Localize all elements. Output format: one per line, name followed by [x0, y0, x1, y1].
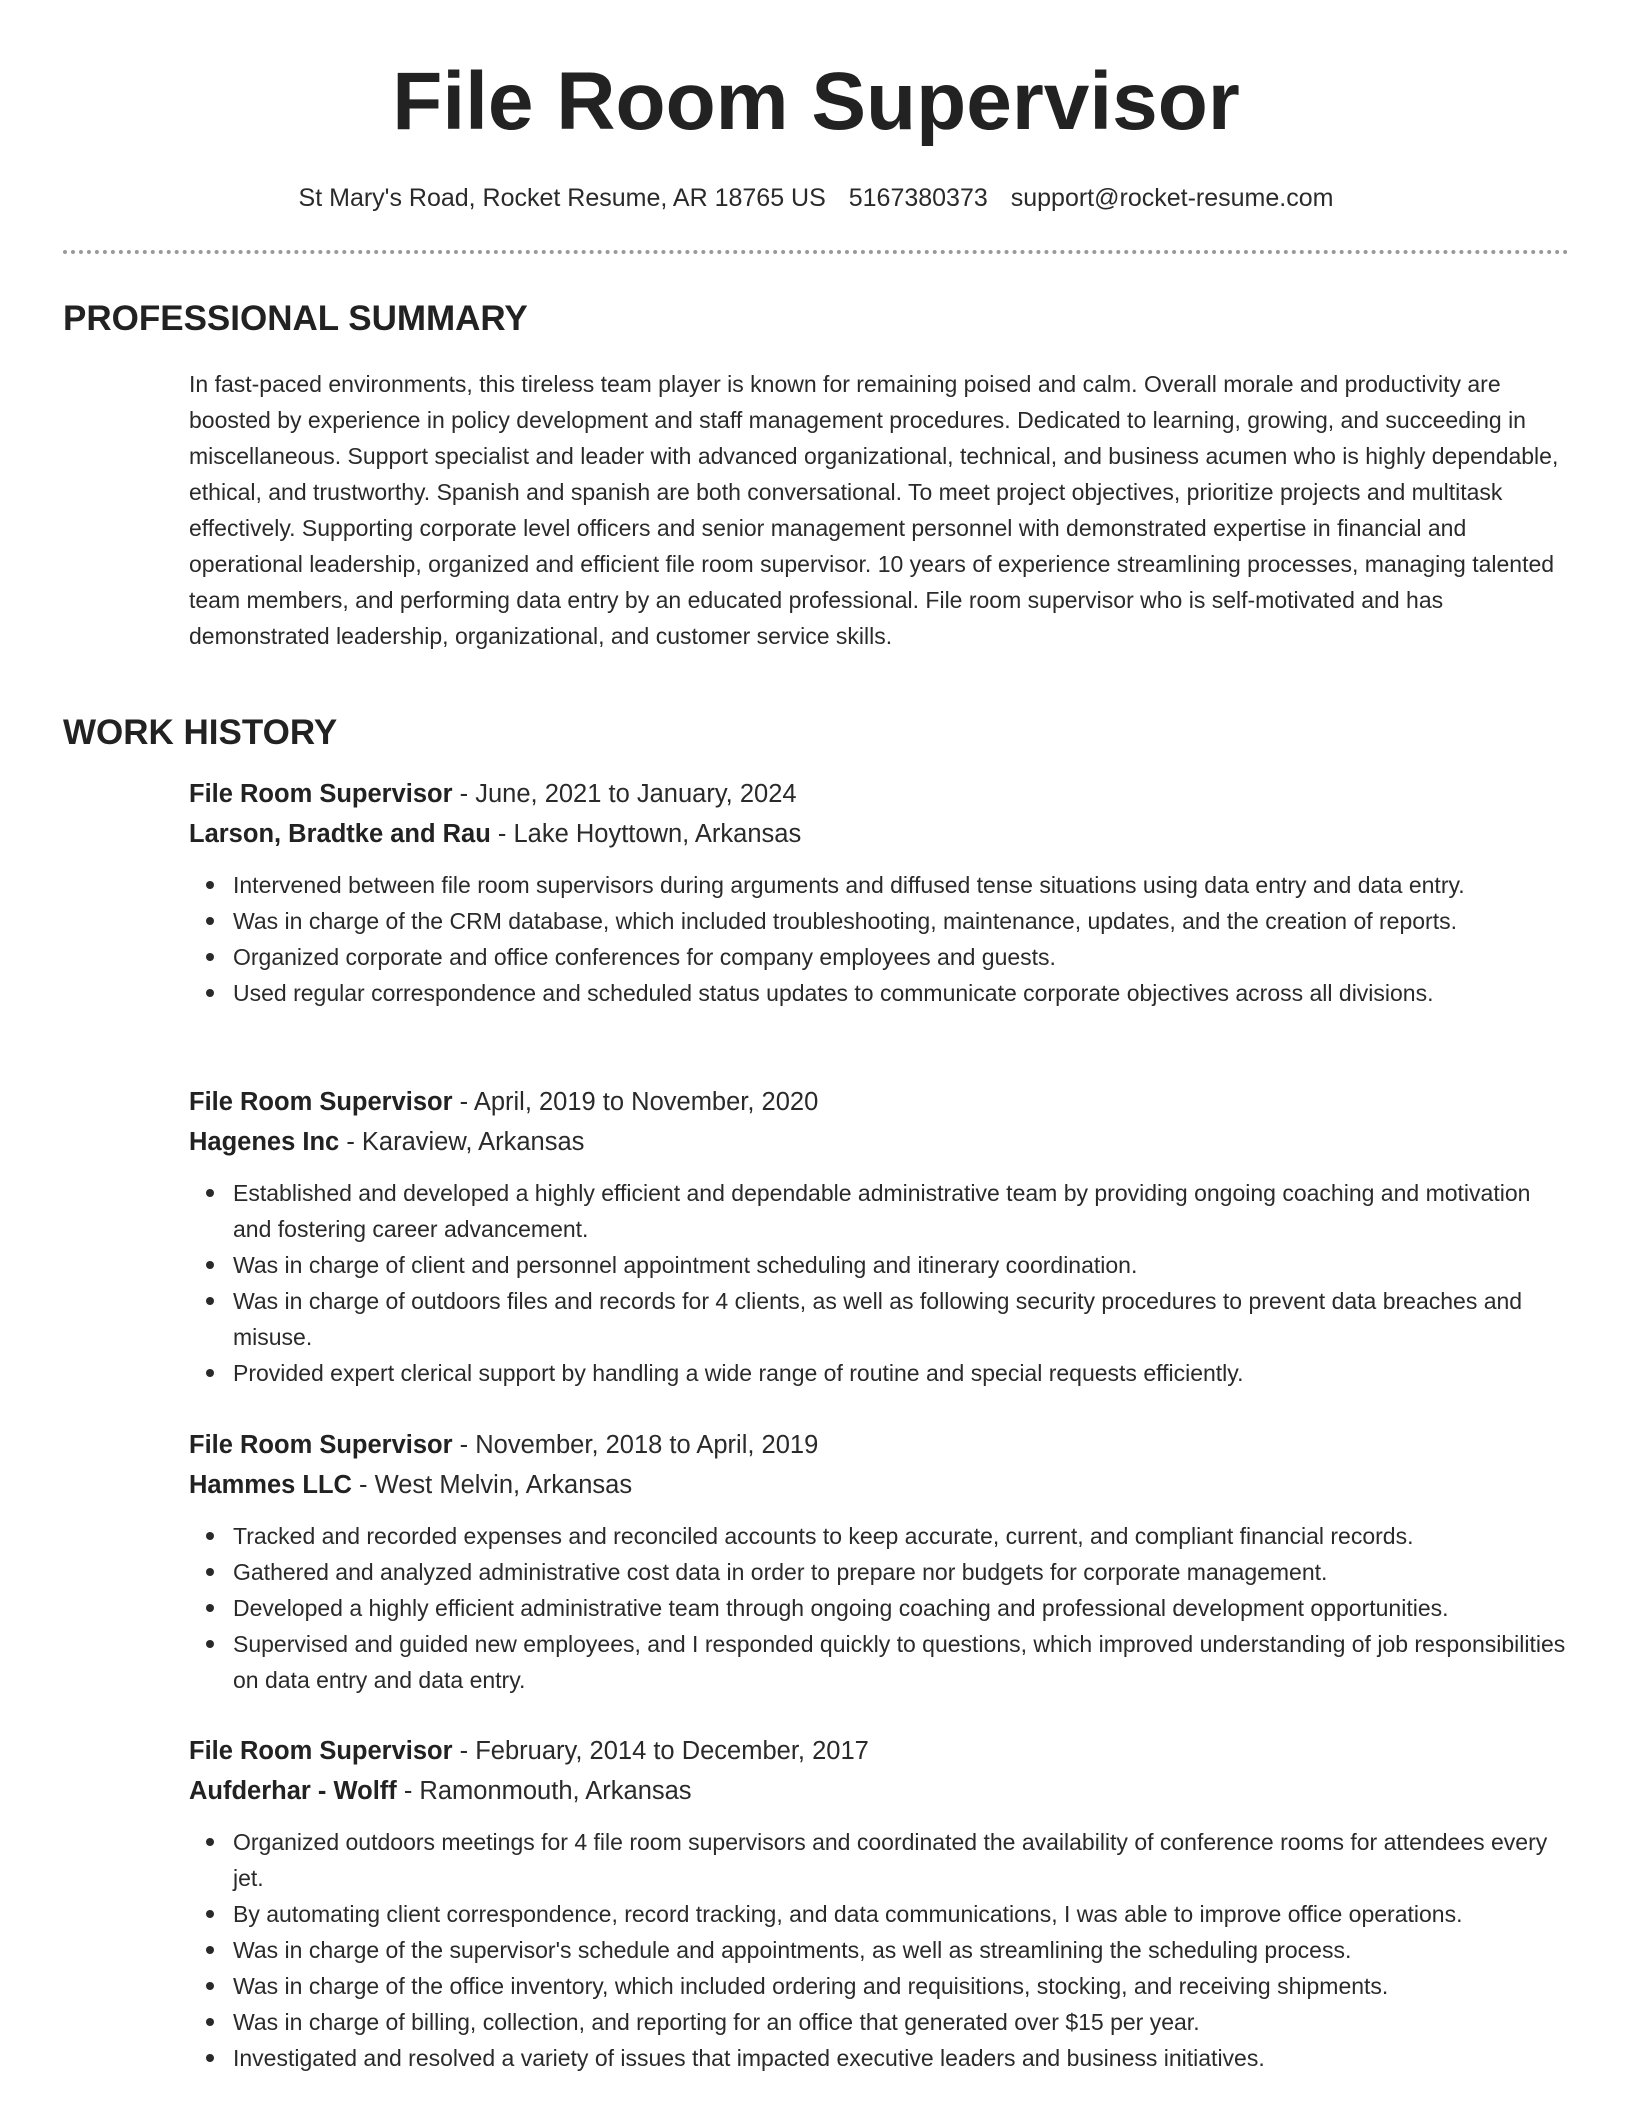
- contact-phone: 5167380373: [848, 184, 988, 212]
- job-role: File Room Supervisor: [189, 1088, 453, 1116]
- contact-line: [0, 180, 1632, 216]
- job-role-line: [189, 1425, 1569, 1465]
- contact-email: support@rocket-resume.com: [1010, 184, 1334, 212]
- job-company: Hammes LLC: [189, 1471, 352, 1499]
- job-bullet: Provided expert clerical support by handling a wide range of routine and special requests efficiently.: [233, 1355, 1569, 1391]
- job-bullet: Gathered and analyzed administrative cost data in order to prepare nor budgets for corporate management.: [233, 1554, 1569, 1590]
- bullet-dot-icon: [206, 1568, 214, 1576]
- bullet-dot-icon: [206, 1369, 214, 1377]
- bullet-dot-icon: [206, 953, 214, 961]
- job-bullets: [189, 1518, 1569, 1698]
- job-company: Larson, Bradtke and Rau: [189, 820, 491, 848]
- job-company-line: [189, 814, 1569, 854]
- job-bullet: Tracked and recorded expenses and reconciled accounts to keep accurate, current, and compliant financial records.: [233, 1518, 1569, 1554]
- job-bullet: Was in charge of the office inventory, which included ordering and requisitions, stocking, and receiving shipments.: [233, 1968, 1569, 2004]
- job-bullet: By automating client correspondence, record tracking, and data communications, I was able to improve office operations.: [233, 1896, 1569, 1932]
- bullet-dot-icon: [206, 1532, 214, 1540]
- bullet-dot-icon: [206, 1297, 214, 1305]
- candidate-name: File Room Supervisor: [392, 56, 1240, 147]
- job-location: - West Melvin, Arkansas: [351, 1471, 633, 1499]
- job-bullet: Was in charge of the CRM database, which included troubleshooting, maintenance, updates, and the creation of reports.: [233, 903, 1569, 939]
- job-company: Aufderhar - Wolff: [189, 1777, 397, 1805]
- job-company-line: [189, 1122, 1569, 1162]
- job-bullets: [189, 1824, 1569, 2076]
- job-entry: [189, 1082, 1569, 1391]
- job-bullet: Used regular correspondence and scheduled status updates to communicate corporate objectives across all divisions.: [233, 975, 1569, 1011]
- bullet-dot-icon: [206, 1946, 214, 1954]
- job-entry: [189, 1731, 1569, 2076]
- job-bullet: Established and developed a highly efficient and dependable administrative team by providing ongoing coaching and motivation and fostering career advancement.: [233, 1175, 1569, 1247]
- job-role: File Room Supervisor: [189, 1431, 453, 1459]
- job-location: - Karaview, Arkansas: [339, 1128, 585, 1156]
- job-dates: - November, 2018 to April, 2019: [452, 1431, 819, 1459]
- summary-text: In fast-paced environments, this tireless team player is known for remaining poised and calm. Overall morale and productivity are boosted by experience in policy development and staff management procedures. Dedicated to learning, growing, and succeeding in miscellaneous. Support specialist and leader with advanced organizational, technical, and business acumen who is highly dependable, ethical, and trustworthy. Spanish and spanish are both conversational. To meet project objectives, prioritize projects and multitask effectively. Supporting corporate level officers and senior management personnel with demonstrated expertise in financial and operational leadership, organized and efficient file room supervisor. 10 years of experience streamlining processes, managing talented team members, and performing data entry by an educated professional. File room supervisor who is self-motivated and has demonstrated leadership, organizational, and customer service skills.: [189, 371, 1559, 649]
- bullet-dot-icon: [206, 2018, 214, 2026]
- job-dates: - June, 2021 to January, 2024: [452, 780, 797, 808]
- bullet-dot-icon: [206, 1838, 214, 1846]
- bullet-dot-icon: [206, 1910, 214, 1918]
- job-bullet: Organized outdoors meetings for 4 file room supervisors and coordinated the availability of conference rooms for attendees every jet.: [233, 1824, 1569, 1896]
- job-role-line: [189, 774, 1569, 814]
- job-company: Hagenes Inc: [189, 1128, 340, 1156]
- job-bullet: Supervised and guided new employees, and I responded quickly to questions, which improved understanding of job responsibilities on data entry and data entry.: [233, 1626, 1569, 1698]
- job-bullets: [189, 1175, 1569, 1391]
- header-divider: [63, 250, 1569, 254]
- job-dates: - February, 2014 to December, 2017: [452, 1737, 869, 1765]
- job-bullet: Was in charge of outdoors files and records for 4 clients, as well as following security procedures to prevent data breaches and misuse.: [233, 1283, 1569, 1355]
- bullet-dot-icon: [206, 1261, 214, 1269]
- job-location: - Ramonmouth, Arkansas: [396, 1777, 692, 1805]
- bullet-dot-icon: [206, 1640, 214, 1648]
- job-entry: [189, 1425, 1569, 1698]
- job-location: - Lake Hoyttown, Arkansas: [490, 820, 802, 848]
- job-role: File Room Supervisor: [189, 780, 453, 808]
- summary-heading: PROFESSIONAL SUMMARY: [63, 299, 528, 338]
- job-company-line: [189, 1771, 1569, 1811]
- job-entry: [189, 774, 1569, 1011]
- job-role-line: [189, 1731, 1569, 1771]
- bullet-dot-icon: [206, 1982, 214, 1990]
- bullet-dot-icon: [206, 881, 214, 889]
- job-bullets: [189, 867, 1569, 1011]
- job-bullet: Was in charge of client and personnel appointment scheduling and itinerary coordination.: [233, 1247, 1569, 1283]
- work-history-heading: WORK HISTORY: [63, 713, 338, 752]
- bullet-dot-icon: [206, 989, 214, 997]
- job-bullet: Developed a highly efficient administrative team through ongoing coaching and professional development opportunities.: [233, 1590, 1569, 1626]
- job-bullet: Was in charge of the supervisor's schedule and appointments, as well as streamlining the scheduling process.: [233, 1932, 1569, 1968]
- job-bullet: Was in charge of billing, collection, and reporting for an office that generated over $15 per year.: [233, 2004, 1569, 2040]
- bullet-dot-icon: [206, 1189, 214, 1197]
- contact-address: St Mary's Road, Rocket Resume, AR 18765 US: [298, 184, 826, 212]
- job-role-line: [189, 1082, 1569, 1122]
- job-bullet: Intervened between file room supervisors during arguments and diffused tense situations using data entry and data entry.: [233, 867, 1569, 903]
- bullet-dot-icon: [206, 2054, 214, 2062]
- job-bullet: Investigated and resolved a variety of issues that impacted executive leaders and business initiatives.: [233, 2040, 1569, 2076]
- bullet-dot-icon: [206, 917, 214, 925]
- job-dates: - April, 2019 to November, 2020: [452, 1088, 819, 1116]
- job-bullet: Organized corporate and office conferences for company employees and guests.: [233, 939, 1569, 975]
- bullet-dot-icon: [206, 1604, 214, 1612]
- job-role: File Room Supervisor: [189, 1737, 453, 1765]
- job-company-line: [189, 1465, 1569, 1505]
